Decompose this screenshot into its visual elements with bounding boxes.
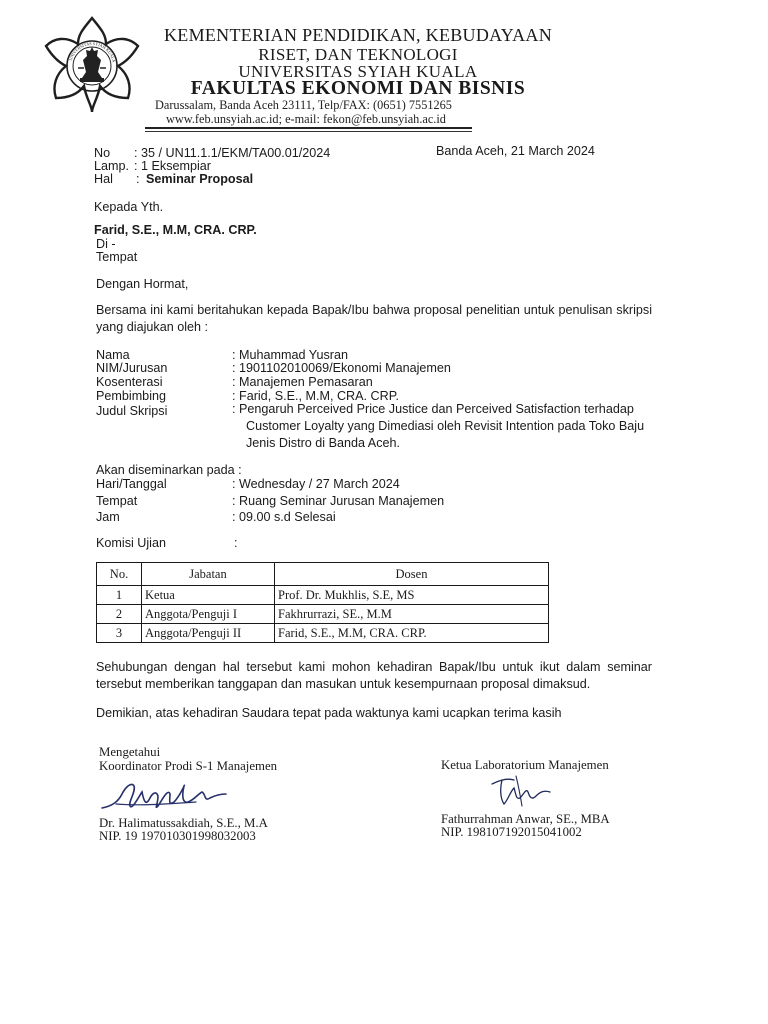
schedule-label: Hari/Tanggal (96, 477, 167, 491)
table-cell: Anggota/Penguji II (142, 624, 275, 643)
right-sign-title: Ketua Laboratorium Manajemen (441, 758, 609, 772)
student-value: : Manajemen Pemasaran (232, 375, 373, 389)
thesis-title-line2: Customer Loyalty yang Dimediasi oleh Revisit Intention pada Toko Baju (246, 419, 645, 433)
closing-paragraph: Sehubungan dengan hal tersebut kami mohon kehadiran Bapak/Ibu untuk ikut dalam seminar tersebut memberikan tanggapan dan masukan untuk kesempurnaan proposal dimaksud. (96, 660, 652, 691)
table-header-row (97, 563, 549, 586)
left-sign-title2: Koordinator Prodi S-1 Manajemen (99, 759, 278, 773)
table-cell: Fakhrurrazi, SE., M.M (275, 605, 549, 624)
table-cell: Ketua (142, 586, 275, 605)
schedule-value: : Ruang Seminar Jurusan Manajemen (232, 494, 445, 508)
student-value: : Pengaruh Perceived Price Justice dan Perceived Satisfaction terhadap (232, 402, 634, 416)
thesis-title-line3: Jenis Distro di Banda Aceh. (246, 436, 401, 450)
table-cell: Anggota/Penguji I (142, 605, 275, 624)
table-cell: 3 (97, 624, 142, 643)
recipient-di: Di - (96, 237, 116, 251)
schedule-label: Tempat (96, 494, 138, 508)
schedule-label: Jam (96, 510, 120, 524)
letterhead-web-email: www.feb.unsyiah.ac.id; e-mail: fekon@feb.unsyiah.ac.id (166, 112, 446, 126)
letterhead-faculty: FAKULTAS EKONOMI DAN BISNIS (190, 78, 526, 99)
meta-no-value: : 35 / UN11.1.1/EKM/TA00.01/2024 (134, 146, 331, 160)
meta-lamp-value: : 1 Eksempiar (134, 159, 211, 173)
table-cell: 1 (97, 586, 142, 605)
schedule-intro: Akan diseminarkan pada : (96, 463, 242, 477)
recipient-tempat: Tempat (96, 250, 138, 264)
letterhead-university: UNIVERSITAS SYIAH KUALA (238, 62, 478, 81)
letterhead-rule-thin (145, 131, 472, 132)
komisi-label: Komisi Ujian (96, 536, 166, 550)
meta-lamp-label: Lamp. (94, 159, 130, 173)
right-sign-name: Fathurrahman Anwar, SE., MBA (441, 812, 610, 826)
student-label: Kosenterasi (96, 375, 163, 389)
right-sign-nip: NIP. 198107192015041002 (441, 825, 582, 839)
closing-thanks: Demikian, atas kehadiran Saudara tepat pada waktunya kami ucapkan terima kasih (96, 706, 562, 720)
letterhead-ministry-line2: RISET, DAN TEKNOLOGI (258, 45, 458, 64)
schedule-value: : Wednesday / 27 March 2024 (232, 477, 400, 491)
table-cell: 2 (97, 605, 142, 624)
table-header: No. (97, 563, 142, 586)
student-label: NIM/Jurusan (96, 361, 168, 375)
meta-hal-colon: : (136, 172, 140, 186)
place-date: Banda Aceh, 21 March 2024 (436, 144, 595, 158)
table-row (97, 586, 549, 605)
left-sign-title1: Mengetahui (99, 745, 161, 759)
student-label: Nama (96, 348, 130, 362)
student-label: Pembimbing (96, 389, 166, 403)
table-row (97, 605, 549, 624)
left-sign-nip: NIP. 19 197010301998032003 (99, 829, 256, 843)
student-label: Judul Skripsi (96, 404, 168, 418)
schedule-value: : 09.00 s.d Selesai (232, 510, 336, 524)
meta-hal-value: Seminar Proposal (146, 172, 254, 186)
university-seal-logo (40, 14, 144, 116)
seal-text: UNIVERSITAS SYIAH KUALA (67, 40, 117, 63)
meta-hal-label: Hal (94, 172, 113, 186)
left-sign-name: Dr. Halimatussakdiah, S.E., M.A (99, 816, 268, 830)
meta-no-label: No (94, 146, 111, 160)
table-cell: Prof. Dr. Mukhlis, S.E, MS (275, 586, 549, 605)
table-header: Dosen (275, 563, 549, 586)
recipient-greeting: Kepada Yth. (94, 200, 164, 214)
student-value: : Muhammad Yusran (232, 348, 348, 362)
left-signature (98, 776, 230, 818)
table-cell: Farid, S.E., M.M, CRA. CRP. (275, 624, 549, 643)
table-header: Jabatan (142, 563, 275, 586)
komisi-colon: : (234, 536, 238, 550)
letterhead-rule-thick (145, 127, 472, 129)
committee-table (96, 562, 549, 643)
intro-paragraph: Bersama ini kami beritahukan kepada Bapak/Ibu bahwa proposal penelitian untuk penulisan skripsi yang diajukan oleh : (96, 303, 652, 334)
salutation: Dengan Hormat, (96, 277, 189, 291)
letterhead-ministry-line1: KEMENTERIAN PENDIDIKAN, KEBUDAYAAN (163, 25, 552, 45)
table-row (97, 624, 549, 643)
recipient-name: Farid, S.E., M.M, CRA. CRP. (94, 223, 257, 237)
student-value: : Farid, S.E., M.M, CRA. CRP. (232, 389, 400, 403)
right-signature (486, 770, 558, 814)
student-value: : 1901102010069/Ekonomi Manajemen (232, 361, 451, 375)
letterhead-address: Darussalam, Banda Aceh 23111, Telp/FAX: (0651) 7551265 (155, 98, 452, 112)
